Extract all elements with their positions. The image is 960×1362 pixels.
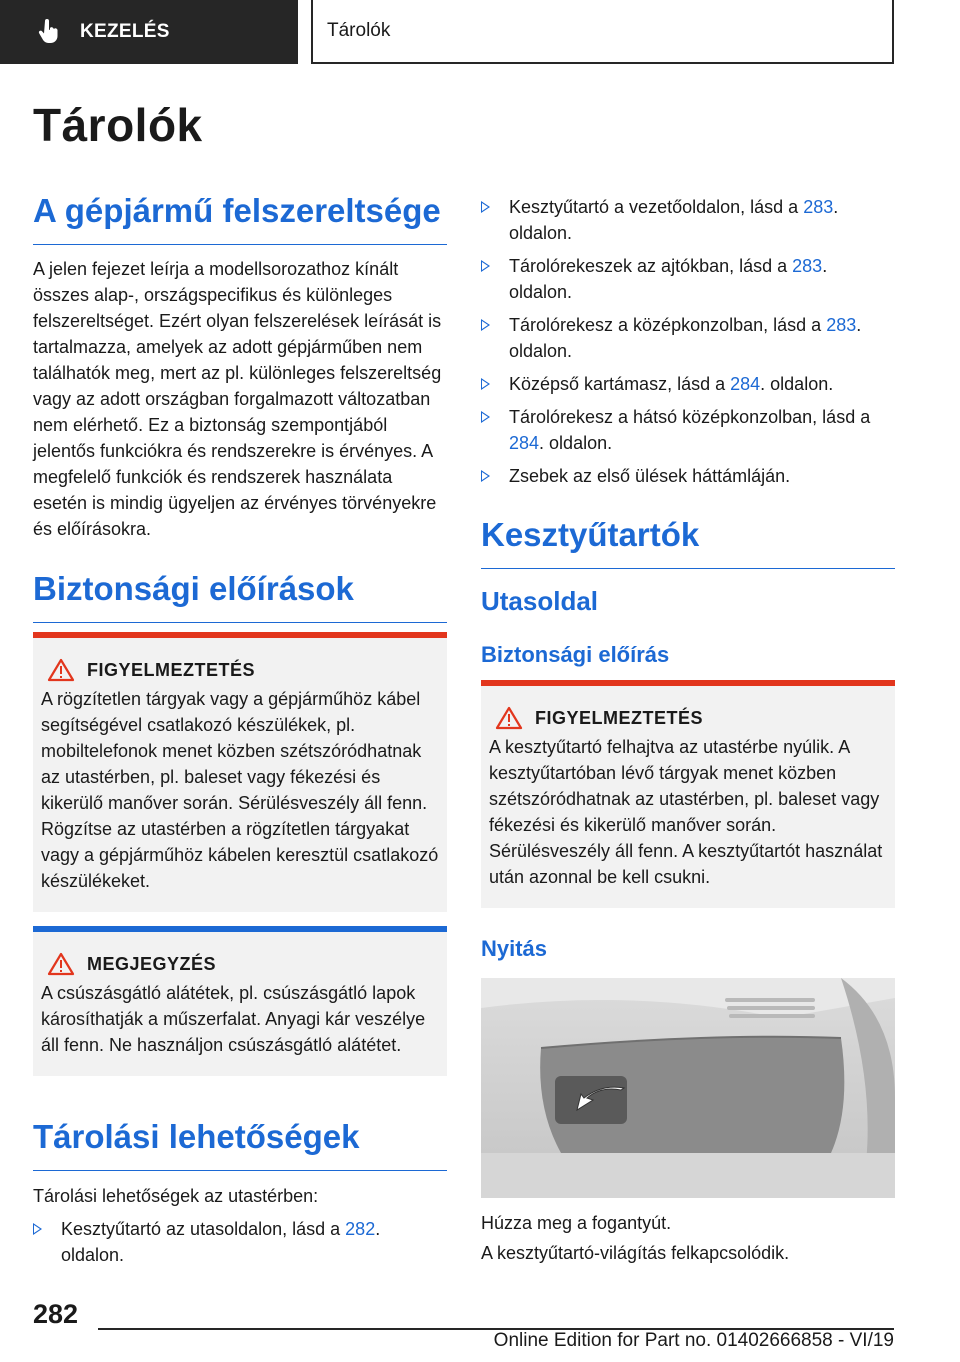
bullet-triangle-icon [481, 470, 490, 482]
warning-box [33, 632, 447, 912]
list-item: Tárolórekeszek az ajtókban, lásd a 283. oldalon. [481, 253, 895, 305]
warning-box-glovebox [481, 680, 895, 908]
paragraph-equipment: A jelen fejezet leírja a modellsorozathoz kínált összes alap-, országspecifikus és különleges felszereltséget. Ezért olyan felszerelések leírását is tartalmazza, amelyek az adott gépjárműben nem találhatók meg, mert az pl. különleges felszereltség vagy az adott országban forgalmazott változatban nem elérhető. Ez a biztonság szempontjából jelentős funkciókra és rendszerekre is érvényes. A megfelelő funkciók és rendszerek használata esetén is mindig ügyeljen az érvényes törvényekre és előírásokra. [33, 259, 442, 539]
heading-equipment: A gépjármű felszereltsége [33, 192, 447, 245]
section-tab [0, 0, 298, 64]
edition-text: Online Edition for Part no. 01402666858 - VI/19 [493, 1330, 894, 1351]
page-number: 282 [33, 1299, 79, 1329]
paragraph-pull: Húzza meg a fogantyút. [481, 1213, 672, 1233]
note-text: A csúszásgátló alátétek, pl. csúszásgátló lapok károsíthatják a műszerfalat. Anyagi kár veszélye áll fenn. Ne használjon csúszásgátló alátétet. [41, 983, 426, 1055]
page-link[interactable]: 284 [509, 433, 540, 453]
heading-safety: Biztonsági előírások [33, 570, 447, 623]
note-triangle-icon [47, 952, 75, 976]
bullet-triangle-icon [481, 319, 490, 331]
hand-pointer-icon [38, 19, 60, 45]
page-link[interactable]: 283 [826, 315, 857, 335]
storage-list-left [33, 1216, 447, 1275]
heading-opening: Nyitás [481, 936, 548, 961]
page-link[interactable]: 282 [345, 1219, 376, 1239]
paragraph-storage: Tárolási lehetőségek az utastérben: [33, 1186, 319, 1206]
paragraph-light: A kesztyűtartó-világítás felkapcsolódik. [481, 1243, 790, 1263]
bullet-triangle-icon [33, 1223, 42, 1235]
glovebox-photo [481, 978, 895, 1198]
page-link[interactable]: 283 [792, 256, 823, 276]
warning-title: FIGYELMEZTETÉS [87, 659, 256, 680]
warning-title: FIGYELMEZTETÉS [535, 707, 704, 728]
heading-glovebox: Kesztyűtartók [481, 516, 895, 569]
page-link[interactable]: 283 [803, 197, 834, 217]
list-item: Tárolórekesz a hátsó középkonzolban, lásd a 284. oldalon. [481, 404, 895, 456]
page-link[interactable]: 284 [730, 374, 761, 394]
bullet-triangle-icon [481, 411, 490, 423]
warning-text: A kesztyűtartó felhajtva az utastérbe nyúlik. A kesztyűtartóban lévő tárgyak menet közben szétszóródhatnak az utastérben, pl. baleset vagy fékezési és kikerülő manőver során. Sérülésveszély áll fenn. A kesztyűtartót használat után azonnal be kell csukni. [489, 737, 883, 887]
page-title: Tárolók [33, 99, 203, 151]
bullet-triangle-icon [481, 201, 490, 213]
note-title: MEGJEGYZÉS [87, 953, 217, 974]
list-item: Tárolórekesz a középkonzolban, lásd a 283. oldalon. [481, 312, 895, 364]
heading-storage: Tárolási lehetőségek [33, 1118, 447, 1171]
list-item: Kesztyűtartó a vezetőoldalon, lásd a 283. oldalon. [481, 194, 895, 246]
storage-list-right [481, 194, 895, 496]
heading-passenger-side: Utasoldal [481, 586, 599, 616]
bullet-triangle-icon [481, 260, 490, 272]
heading-safety-sub: Biztonsági előírás [481, 642, 670, 667]
topic-title: Tárolók [327, 20, 391, 41]
list-item: Zsebek az első ülések háttámláján. [481, 463, 895, 489]
list-item: Kesztyűtartó az utasoldalon, lásd a 282. oldalon. [33, 1216, 447, 1268]
warning-text: A rögzítetlen tárgyak vagy a gépjárműhöz kábel segítségével csatlakozó készülékek, pl. mobiltelefonok menet közben szétszóródhatnak az utastérben, pl. baleset vagy fékezési és kikerülő manőver során. Sérülésveszély áll fenn. Rögzítse az utastérben a rögzítetlen tárgyakat vagy a gépjárműhöz kábelen keresztül csatlakozó készülékeket. [41, 689, 439, 891]
note-box [33, 926, 447, 1076]
list-item: Középső kartámasz, lásd a 284. oldalon. [481, 371, 895, 397]
bullet-triangle-icon [481, 378, 490, 390]
topic-tab [311, 0, 894, 64]
section-title: KEZELÉS [80, 21, 170, 42]
warning-triangle-icon [47, 658, 75, 682]
warning-triangle-icon [495, 706, 523, 730]
